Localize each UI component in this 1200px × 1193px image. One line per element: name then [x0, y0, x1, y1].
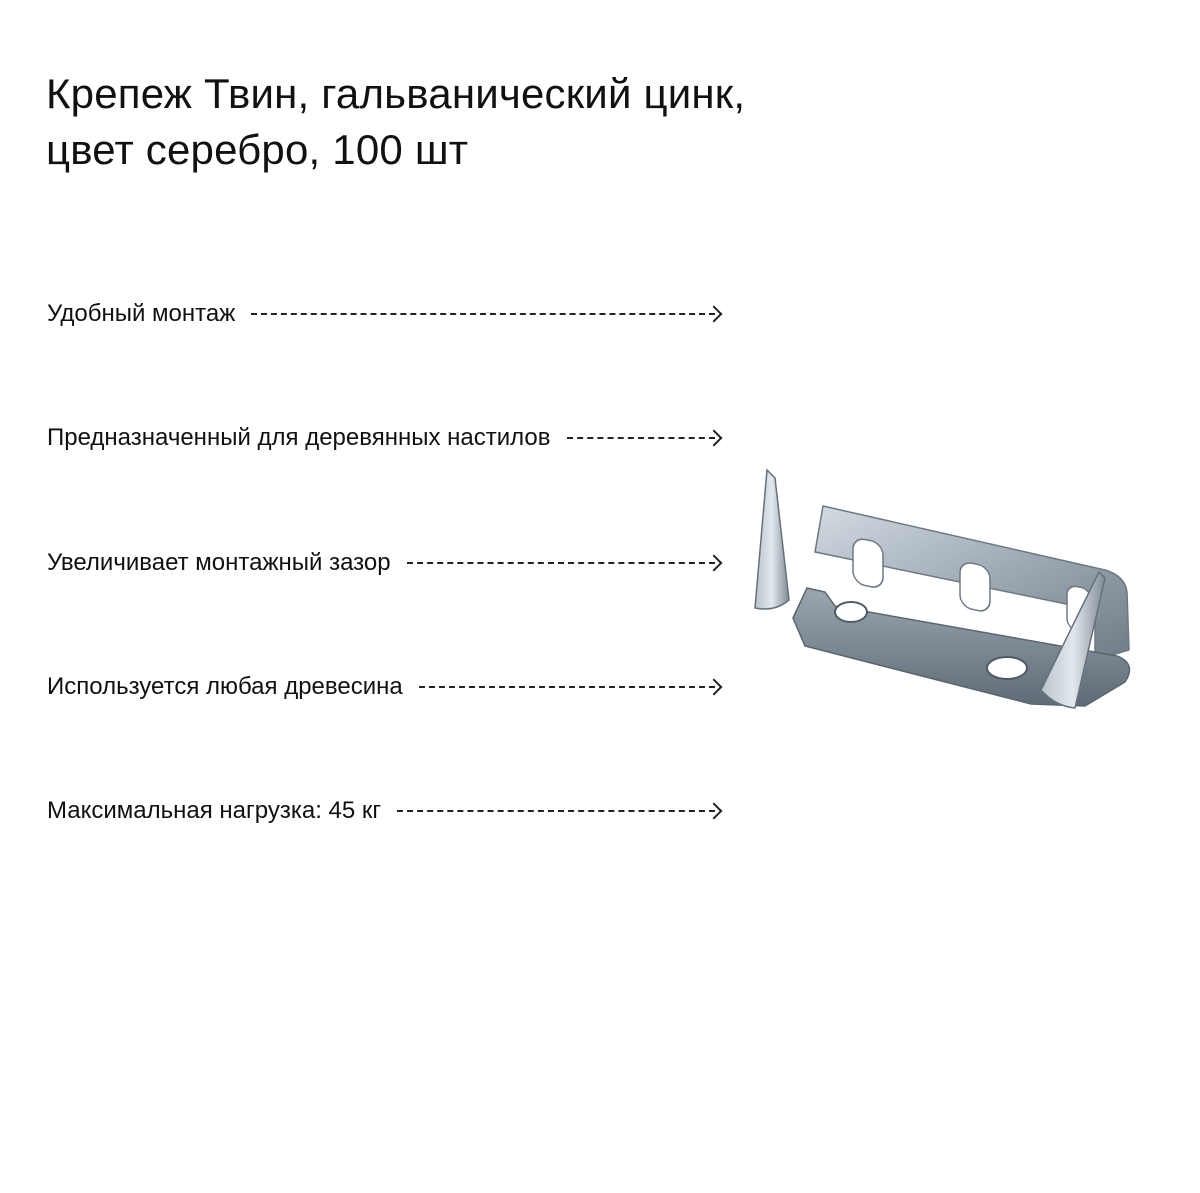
- dashed-leader-line: [419, 686, 715, 688]
- feature-item-mounting: [47, 298, 720, 330]
- galvanized-twin-fastener-image: [745, 460, 1185, 740]
- feature-label: Используется любая древесина: [47, 673, 403, 700]
- feature-item-gap: [47, 547, 720, 579]
- arrow-right-icon: [706, 555, 723, 572]
- product-title-line-2: цвет серебро, 100 шт: [46, 126, 469, 173]
- feature-list: [0, 0, 760, 900]
- feature-label: Максимальная нагрузка: 45 кг: [47, 797, 382, 824]
- dashed-leader-line: [251, 313, 715, 315]
- arrow-right-icon: [706, 430, 723, 447]
- arrow-right-icon: [706, 679, 723, 696]
- feature-item-wood: [47, 671, 720, 703]
- arrow-right-icon: [706, 306, 723, 323]
- feature-item-decking: [47, 422, 720, 454]
- feature-label: Удобный монтаж: [47, 300, 236, 327]
- feature-label: Увеличивает монтажный зазор: [47, 549, 391, 576]
- dashed-leader-line: [567, 437, 715, 439]
- dashed-leader-line: [397, 810, 715, 812]
- feature-label: Предназначенный для деревянных настилов: [47, 424, 551, 451]
- feature-item-load: [47, 795, 720, 827]
- dashed-leader-line: [407, 562, 715, 564]
- product-title-line-1: Крепеж Твин, гальванический цинк,: [46, 70, 746, 117]
- arrow-right-icon: [706, 803, 723, 820]
